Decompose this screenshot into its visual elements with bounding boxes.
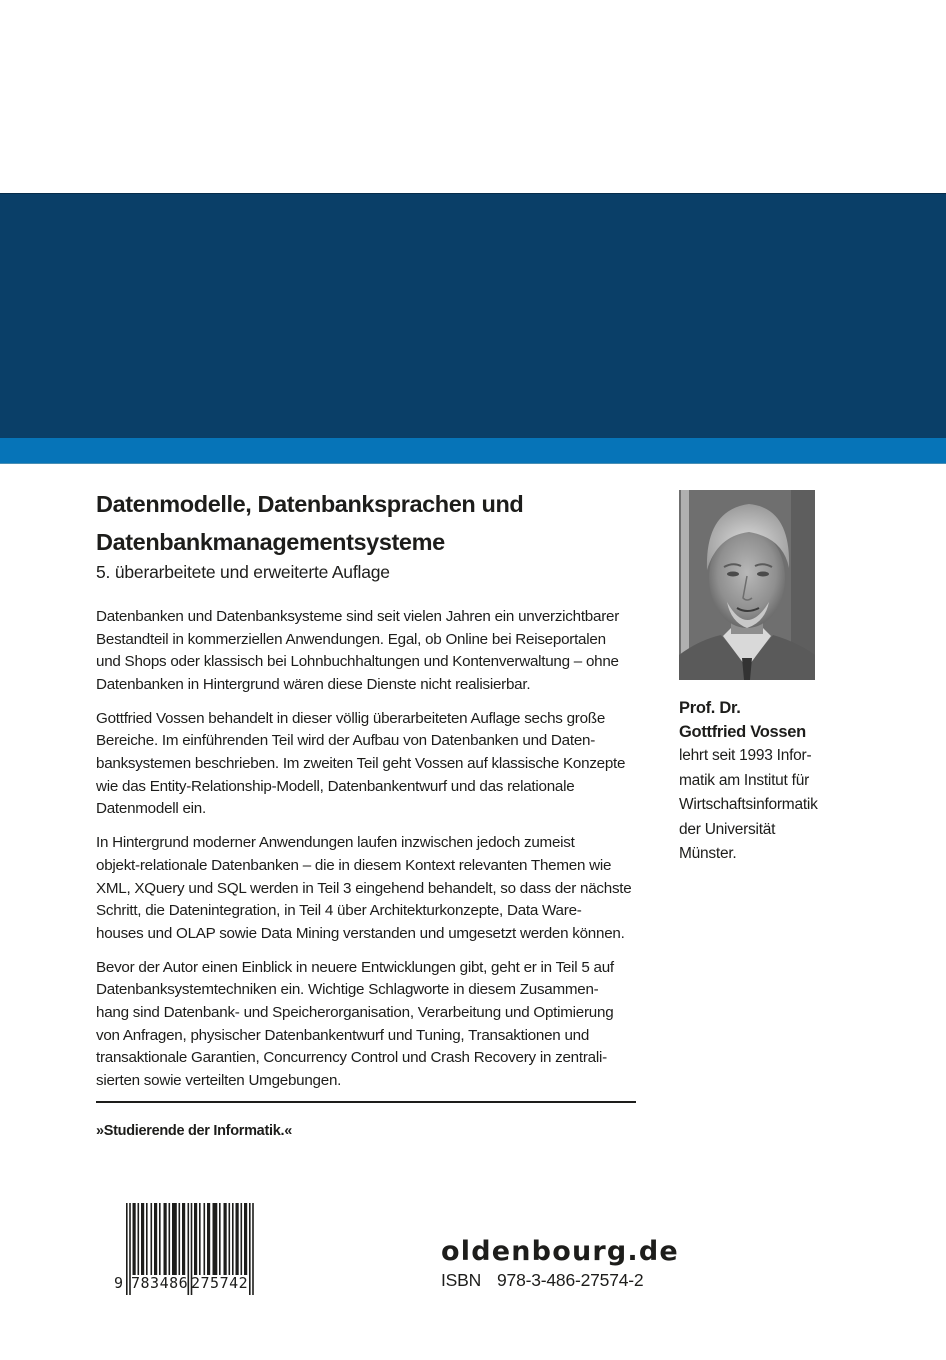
author-bio-line: Wirtschaftsinformatik xyxy=(679,796,818,813)
author-bio-line: der Universität xyxy=(679,820,776,838)
text-line: banksystemen beschrieben. Im zweiten Teil geht Vossen auf klassische Konzepte xyxy=(96,755,626,773)
barcode-digits xyxy=(114,1274,264,1296)
header-band-dark xyxy=(0,193,946,437)
text-line: sierten sowie verteilten Umgebungen. xyxy=(96,1071,342,1089)
text-line: von Anfragen, physischer Datenbankentwurf und Tuning, Transaktionen und xyxy=(96,1026,590,1044)
text-line: Bereiche. Im einführenden Teil wird der Aufbau von Datenbanken und Daten- xyxy=(96,732,596,750)
author-bio-line: Münster. xyxy=(679,845,737,862)
text-line: und Shops oder klassisch bei Lohnbuchhaltungen und Kontenverwaltung – ohne xyxy=(96,653,619,671)
text-line: transaktionale Garantien, Concurrency Control und Crash Recovery in zentrali- xyxy=(96,1049,607,1067)
barcode-left-digits: 783486 xyxy=(131,1274,189,1292)
text-line: wie das Entity-Relationship-Modell, Datenbankentwurf und das relationale xyxy=(96,777,575,795)
description-paragraph xyxy=(96,708,641,821)
author-bio xyxy=(679,744,849,867)
text-line: Bestandteil in kommerziellen Anwendungen. Egal, ob Online bei Reiseportalen xyxy=(96,630,606,648)
isbn-label: ISBN xyxy=(441,1270,482,1290)
author-photo xyxy=(679,490,815,680)
text-line: hang sind Datenbank- und Speicherorganisation, Verarbeitung und Optimierung xyxy=(96,1004,614,1021)
text-line: Gottfried Vossen behandelt in dieser völlig überarbeiteten Auflage sechs große xyxy=(96,709,606,727)
author-portrait-icon xyxy=(679,490,815,680)
text-line: Datenmodell ein. xyxy=(96,800,206,818)
book-title-line: Datenbankmanagementsysteme xyxy=(96,529,445,555)
author-sidebar xyxy=(679,490,849,867)
description-paragraph xyxy=(96,606,641,696)
text-line: houses und OLAP sowie Data Mining verstanden und umgesetzt werden können. xyxy=(96,924,625,942)
text-line: Datenbanken in Hintergrund wären diese Dienste nicht realisierbar. xyxy=(96,675,531,693)
isbn-line xyxy=(441,1270,643,1291)
text-line: In Hintergrund moderner Anwendungen laufen inzwischen jedoch zumeist xyxy=(96,834,575,852)
edition-subtitle: 5. überarbeitete und erweiterte Auflage xyxy=(96,562,390,582)
author-name-line: Prof. Dr. xyxy=(679,699,741,717)
text-line: Schritt, die Datenintegration, in Teil 4 über Architekturkonzepte, Data Ware- xyxy=(96,902,582,920)
barcode-first-digit: 9 xyxy=(114,1274,124,1292)
description xyxy=(96,606,641,1092)
publisher-website: oldenbourg.de xyxy=(441,1236,679,1267)
text-line: Datenbanken und Datenbanksysteme sind seit vielen Jahren ein unverzichtbarer xyxy=(96,608,620,625)
author-bio-line: matik am Institut für xyxy=(679,771,809,789)
isbn-number: 978-3-486-27574-2 xyxy=(497,1270,644,1290)
divider-rule xyxy=(96,1101,636,1103)
text-line: Bevor der Autor einen Einblick in neuere Entwicklungen gibt, geht er in Teil 5 auf xyxy=(96,958,614,976)
author-name-line: Gottfried Vossen xyxy=(679,723,806,741)
text-line: objekt-relationale Datenbanken – die in diesem Kontext relevanten Themen wie xyxy=(96,856,612,874)
header-band-accent xyxy=(0,437,946,464)
author-name xyxy=(679,696,849,744)
description-paragraph xyxy=(96,832,641,945)
text-line: Datenbanksystemtechniken ein. Wichtige Schlagworte in diesem Zusammen- xyxy=(96,981,599,999)
text-line: XML, XQuery und SQL werden in Teil 3 eingehend behandelt, so dass der nächste xyxy=(96,879,632,897)
isbn-barcode xyxy=(114,1203,264,1298)
barcode-right-digits: 275742 xyxy=(191,1274,249,1292)
description-paragraph xyxy=(96,957,641,1093)
author-bio-line: lehrt seit 1993 Infor- xyxy=(679,747,812,764)
book-title xyxy=(96,485,641,561)
audience-quote: »Studierende der Informatik.« xyxy=(96,1123,292,1139)
book-title-line: Datenmodelle, Datenbanksprachen und xyxy=(96,491,524,517)
main-column xyxy=(96,485,641,1104)
